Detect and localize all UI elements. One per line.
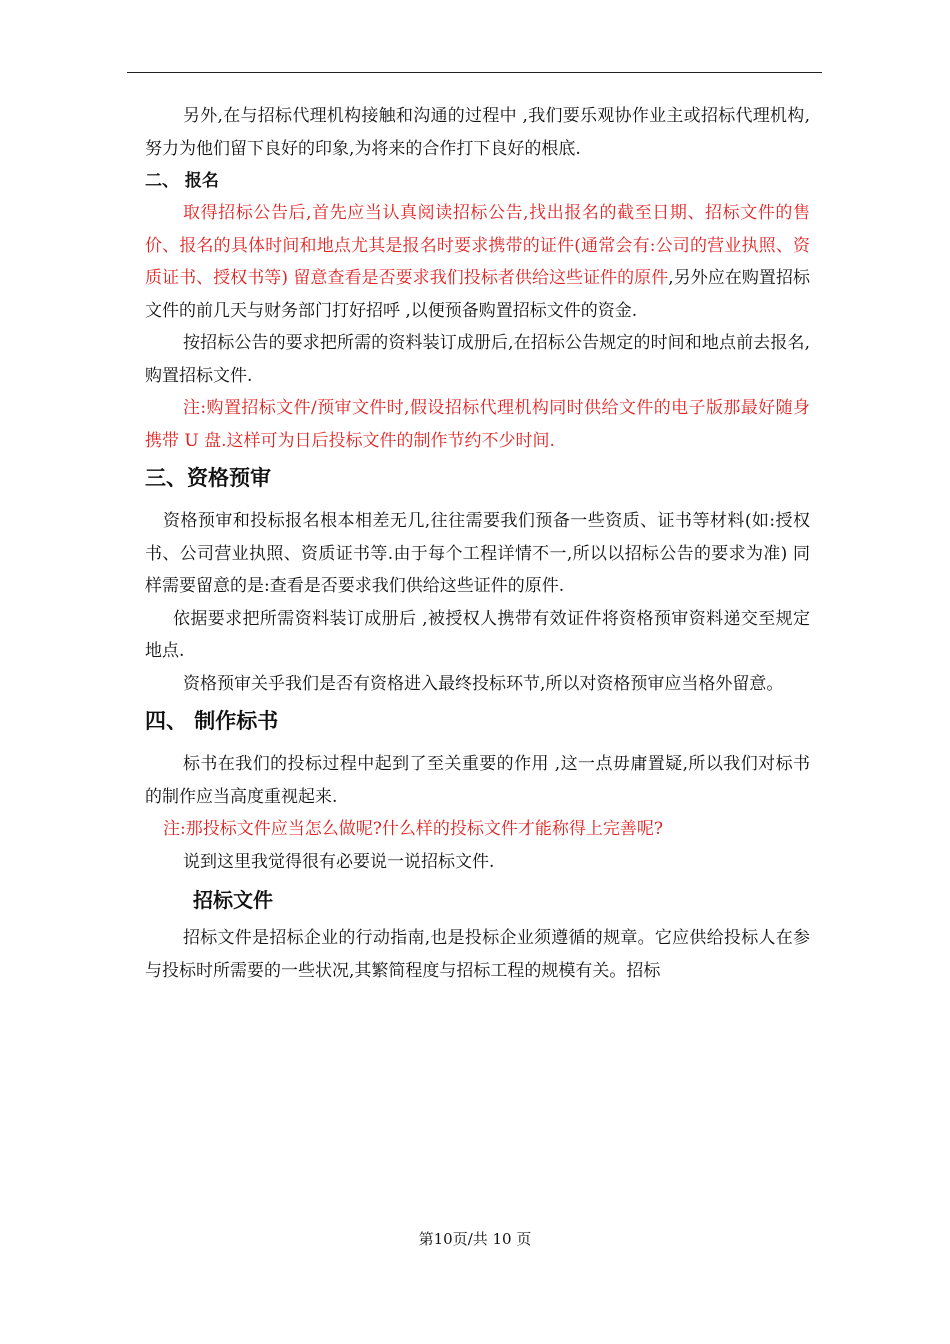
- paragraph-bid-importance: 标书在我们的投标过程中起到了至关重要的作用 ,这一点毋庸置疑,所以我们对标书的制作应当高度重视起来.: [145, 754, 810, 807]
- highlighted-text: 取得招标公告后,首先应当认真阅读招标公告,找出报名的截至日期、招标文件的售价、报名的具体时间和地点尤其是报名时要求携带的证件(通常会有:公司的营业执照、资质证书、授权书等) 留意查看是否要求我们投标者供给这些证件的原件: [145, 203, 810, 288]
- paragraph-registration-steps: 按招标公告的要求把所需的资料装订成册后,在招标公告规定的时间和地点前去报名,购置招标文件.: [145, 333, 810, 386]
- paragraph-transition: 说到这里我觉得很有必要说一说招标文件.: [183, 851, 495, 872]
- section-heading-prequalification: 三、资格预审: [145, 466, 271, 490]
- paragraph-prequalification-submit: 依据要求把所需资料装订成册后 ,被授权人携带有效证件将资格预审资料递交至规定地点.: [145, 608, 810, 661]
- section-heading-bid-preparation: 四、 制作标书: [145, 709, 279, 733]
- note-bid-question: 注:那投标文件应当怎么做呢?什么样的投标文件才能称得上完善呢?: [163, 819, 663, 839]
- subheading-tender-documents: 招标文件: [193, 888, 273, 912]
- paragraph-prequalification-importance: 资格预审关乎我们是否有资格进入最终投标环节,所以对资格预审应当格外留意。: [183, 673, 784, 694]
- normal-text: ,另外应在购置招标文件的前几天与财务部门打好招呼 ,以便预备购置招标文件的资金.: [145, 268, 810, 321]
- header-rule: [127, 72, 822, 73]
- note-usb-drive: 注:购置招标文件/预审文件时,假设招标代理机构同时供给文件的电子版那最好随身携带 U 盘.这样可为日后投标文件的制作节约不少时间.: [145, 398, 810, 451]
- section-heading-registration: 二、 报名: [145, 171, 219, 191]
- document-body: [145, 100, 810, 987]
- paragraph-prequalification: 资格预审和投标报名根本相差无几,往往需要我们预备一些资质、证书等材料(如:授权书、公司营业执照、资质证书等.由于每个工程详情不一,所以以招标公告的要求为准) 同样需要留意的是:查看是否要求我们供给这些证件的原件.: [145, 511, 810, 596]
- page-number-footer: 第10页/共 10 页: [418, 1230, 532, 1248]
- paragraph-registration-notice: [145, 197, 810, 327]
- paragraph-tender-documents: 招标文件是招标企业的行动指南,也是投标企业须遵循的规章。它应供给投标人在参与投标时所需要的一些状况,其繁简程度与招标工程的规模有关。招标: [145, 928, 810, 981]
- paragraph-cooperation: 另外,在与招标代理机构接触和沟通的过程中 ,我们要乐观协作业主或招标代理机构,努力为他们留下良好的印象,为将来的合作打下良好的根底.: [145, 106, 810, 159]
